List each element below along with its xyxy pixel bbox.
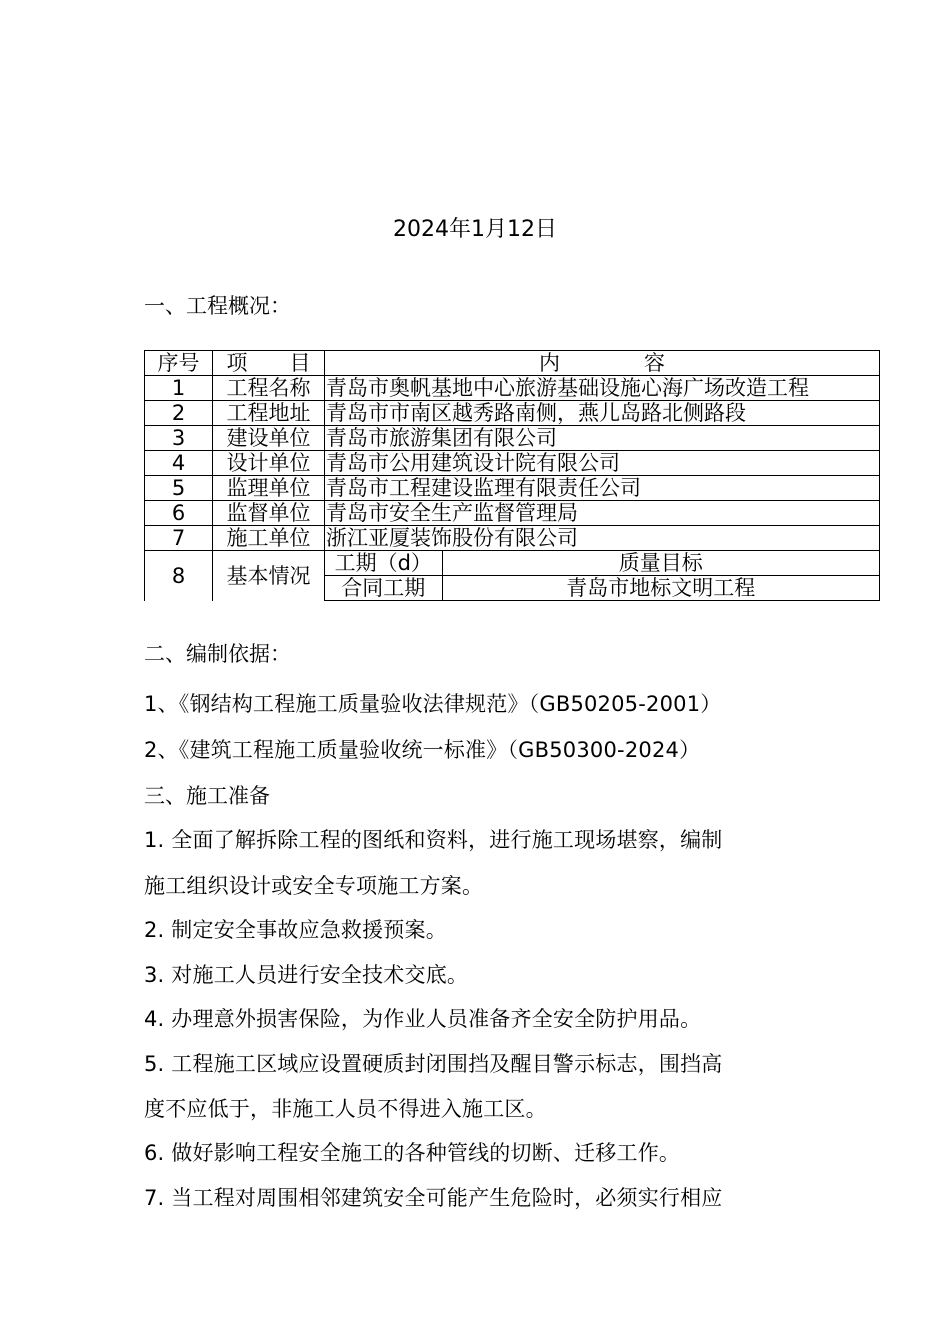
table-header-row (145, 351, 880, 376)
row-item: 建设单位 (213, 426, 325, 451)
quality-label: 质量目标 (442, 551, 879, 576)
row-no: 6 (145, 501, 213, 526)
row-content: 青岛市安全生产监督管理局 (325, 501, 880, 526)
preparation-line: 7. 当工程对周围相邻建筑安全可能产生危险时，必须实行相应 (144, 1186, 723, 1210)
row-content: 青岛市市南区越秀路南侧，燕儿岛路北侧路段 (325, 401, 880, 426)
row-content: 青岛市工程建设监理有限责任公司 (325, 476, 880, 501)
header-content: 内 容 (325, 351, 880, 376)
table-row (145, 426, 880, 451)
duration-value: 合同工期 (325, 576, 442, 601)
row-item: 监理单位 (213, 476, 325, 501)
row-content: 青岛市奥帆基地中心旅游基础设施心海广场改造工程 (325, 376, 880, 401)
preparation-line: 度不应低于，非施工人员不得进入施工区。 (144, 1097, 547, 1121)
row-no: 7 (145, 526, 213, 551)
document-date: 2024年1月12日 (393, 217, 557, 242)
table-row-basic (145, 551, 880, 601)
table-row (145, 376, 880, 401)
row-no: 2 (145, 401, 213, 426)
duration-label: 工期（d） (325, 551, 442, 576)
table-row (145, 501, 880, 526)
row-no: 1 (145, 376, 213, 401)
row-no: 4 (145, 451, 213, 476)
section-title-overview: 一、工程概况： (144, 294, 291, 318)
row-item: 工程地址 (213, 401, 325, 426)
basis-item: 1、《钢结构工程施工质量验收法律规范》（GB50205-2001） (144, 692, 722, 716)
preparation-line: 施工组织设计或安全专项施工方案。 (144, 874, 484, 898)
table-row (145, 451, 880, 476)
row-content: 青岛市旅游集团有限公司 (325, 426, 880, 451)
row-content: 浙江亚厦装饰股份有限公司 (325, 526, 880, 551)
row-item: 设计单位 (213, 451, 325, 476)
section-title-basis: 二、编制依据： (144, 642, 291, 666)
preparation-line: 2. 制定安全事故应急救援预案。 (144, 918, 447, 942)
header-item: 项 目 (213, 351, 325, 376)
row-item: 施工单位 (213, 526, 325, 551)
project-overview-table (144, 350, 880, 601)
preparation-line: 6. 做好影响工程安全施工的各种管线的切断、迁移工作。 (144, 1141, 681, 1165)
preparation-line: 1. 全面了解拆除工程的图纸和资料，进行施工现场堪察，编制 (144, 828, 723, 852)
row-no: 3 (145, 426, 213, 451)
preparation-line: 3. 对施工人员进行安全技术交底。 (144, 963, 469, 987)
row-item: 工程名称 (213, 376, 325, 401)
table-row (145, 401, 880, 426)
row-item: 监督单位 (213, 501, 325, 526)
basic-info-subtable (325, 551, 879, 600)
section-title-preparation: 三、施工准备 (144, 784, 270, 808)
basis-item: 2、《建筑工程施工质量验收统一标准》（GB50300-2024） (144, 738, 701, 762)
row-no: 8 (145, 551, 213, 601)
row-content: 青岛市公用建筑设计院有限公司 (325, 451, 880, 476)
quality-value: 青岛市地标文明工程 (566, 576, 756, 600)
row-no: 5 (145, 476, 213, 501)
basic-info-cell (325, 551, 880, 601)
preparation-line: 4. 办理意外损害保险，为作业人员准备齐全安全防护用品。 (144, 1007, 702, 1031)
table-row (145, 526, 880, 551)
table-row (145, 476, 880, 501)
header-no: 序号 (145, 351, 213, 376)
preparation-line: 5. 工程施工区域应设置硬质封闭围挡及醒目警示标志，围挡高 (144, 1052, 723, 1076)
row-item: 基本情况 (213, 551, 325, 601)
